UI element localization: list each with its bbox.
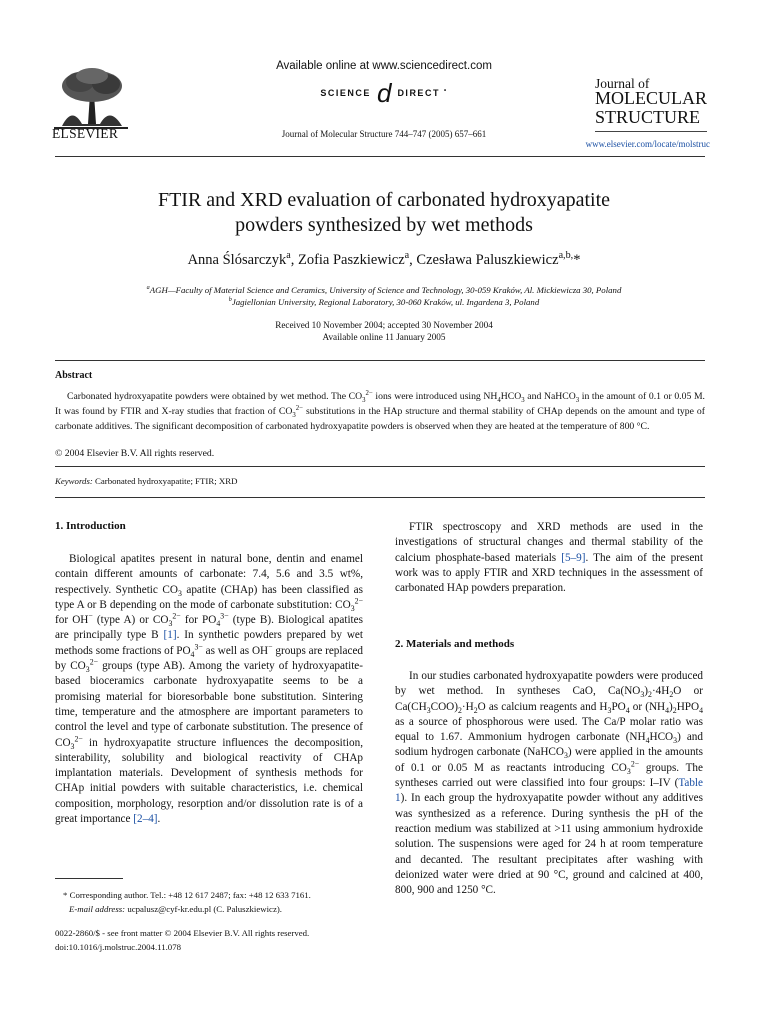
header-divider <box>55 156 705 157</box>
available-online-banner: Available online at www.sciencedirect.com <box>276 60 492 72</box>
available-date: Available online 11 January 2005 <box>322 332 446 342</box>
corresponding-author-note: * Corresponding author. Tel.: +48 12 617 2487; fax: +48 12 633 7161. <box>63 890 311 900</box>
journal-reference: Journal of Molecular Structure 744–747 (2005) 657–661 <box>281 129 487 139</box>
email-address: ucpalusz@cyf-kr.edu.pl (C. Paluszkiewicz). <box>127 904 282 914</box>
footnote-block <box>55 888 385 916</box>
journal-name-line1: Journal of <box>595 76 650 91</box>
received-date: Received 10 November 2004; accepted 30 November 2004 <box>275 320 493 330</box>
journal-url-link[interactable]: www.elsevier.com/locate/molstruc <box>585 139 710 149</box>
keywords-value: Carbonated hydroxyapatite; FTIR; XRD <box>95 476 238 486</box>
journal-name-line3: STRUCTURE <box>595 107 701 127</box>
affiliation-a: $^a$AGH—Faculty of Material Science and Ceramics, University of Science and Technology, 30-059 Kraków, Al. Mickiewicza 30, Poland <box>146 285 622 295</box>
footnote-rule <box>55 878 123 879</box>
intro-paragraph-2: FTIR spectroscopy and XRD methods are used in the investigations of structural changes and thermal stability of the calcium phosphate-based materials [5–9]. The aim of the present work was to apply FTIR and XRD techniques in the assessment of carbonated HAp powders preparation. <box>395 521 703 595</box>
sd-left-word: SCIENCE <box>320 87 371 98</box>
journal-name-main <box>595 89 707 127</box>
author-list: Anna Ślósarczyk$^a$, Zofia Paszkiewicz$^a$, Czesława Paluszkiewicz$^{a,b,}$* <box>187 250 581 268</box>
abstract-text: Carbonated hydroxyapatite powders were obtained by wet method. The $CO_3^{2-}$ ions were introduced using $NH_4HCO_3$ and NaHCO$_3$ in the amount of 0.1 or 0.05 M. It was found by FTIR and X-ray studies that fraction of $CO_3^{2-}$ substitutions in the HAp structure and thermal stability of CHAp depends on the amount and type of carbonate additives. The significant decomposition of carbonated hydroxyapatite powders is observed when they are heated at the temperature of 800 °C. <box>55 389 705 432</box>
intro-paragraph: Biological apatites present in natural bone, dentin and enamel contain different amounts of carbonate: 7.4, 5.6 and 3.5 wt%, respectively. Synthetic $CO_3$ apatite (CHAp) has been classified as type A or B depending on the mode of carbonate substitution: $CO_3^{2-}$ for OH− (type A) or $CO_3^{2-}$ for $PO_4^{3-}$ (type B). Biological apatites are principally type B [1]. In synthetic powders prepared by wet methods some fractions of $PO_4^{3-}$ as well as OH− groups are replaced by $CO_3^{2-}$ groups (type AB). Among the variety of hydroxyapatite-based bioceramics carbonate hydroxyapatite seems to be a promising material for bioresorbable bone substitution. Sintering time, temperature and the atmosphere are important parameters to control the level and type of carbonate substitution. The presence of $CO_3^{2-}$ in hydroxyapatite structure influences the decomposition, sinterability, solubility and biological reactivity of CHAp implantation materials. Development of synthesis methods for CHAp initial powders with suitable characteristics, i.e. chemical composition, morphology, resorption and/or dissolution rate is of a great importance [2–4]. <box>55 553 363 826</box>
methods-heading: 2. Materials and methods <box>395 638 515 650</box>
email-label: E-mail address: <box>69 904 126 914</box>
publisher-name: ELSEVIER <box>52 126 119 141</box>
title-line-2: powders synthesized by wet methods <box>235 214 533 236</box>
keywords-rule <box>55 497 705 498</box>
abstract-top-rule <box>55 360 705 361</box>
journal-rule <box>595 131 707 132</box>
journal-name-line2: MOLECULAR <box>595 88 707 108</box>
abstract-bottom-rule <box>55 466 705 467</box>
article-title <box>0 188 768 238</box>
affiliation-b: $^b$Jagiellonian University, Regional Laboratory, 30-060 Kraków, ul. Ingardena 3, Poland <box>228 297 540 307</box>
sciencedirect-logo: SCIENCE d DIRECT • <box>320 78 448 108</box>
keywords-line <box>55 476 237 486</box>
methods-paragraph: In our studies carbonated hydroxyapatite powders were produced by wet method. In syntheses CaO, $Ca(NO_3)_2\cdot 4H_2O$ or $Ca(CH_3COO)_2\cdot H_2O$ as calcium reagents and $H_3PO_4$ or $(NH_4)_2HPO_4$ as a source of phosphorous were used. The Ca/P molar ratio was equal to 1.67. Ammonium hydrogen carbonate $(NH_4HCO_3)$ and sodium hydrogen carbonate (NaHCO$_3$) were applied in the amounts of 0.1 or 0.05 M as reactants introducing $CO_3^{2-}$ groups. The syntheses carried out were classified into four groups: I–IV (Table 1). In each group the hydroxyapatite powder without any additives was synthesized as a reference. During synthesis the pH of the reaction medium was stabilized at >11 using ammonium hydroxide solution. The suspensions were aged for 24 h at room temperature and decanted. The resultant precipitates after washing with deionized water were dried at 90 °C, ground and calcined at 400, 800, 900 and 1250 °C. <box>395 670 704 897</box>
abstract-heading: Abstract <box>55 370 93 381</box>
sd-right-word: DIRECT <box>397 87 440 98</box>
front-matter: 0022-2860/$ - see front matter © 2004 Elsevier B.V. All rights reserved. <box>55 928 310 938</box>
keywords-label: Keywords: <box>55 476 93 486</box>
abstract-copyright: © 2004 Elsevier B.V. All rights reserved. <box>55 448 215 459</box>
doi: doi:10.1016/j.molstruc.2004.11.078 <box>55 942 182 952</box>
title-line-1: FTIR and XRD evaluation of carbonated hydroxyapatite <box>157 189 611 211</box>
front-matter-block <box>55 926 309 954</box>
intro-heading: 1. Introduction <box>55 520 126 532</box>
sd-at-glyph: d <box>376 78 392 108</box>
